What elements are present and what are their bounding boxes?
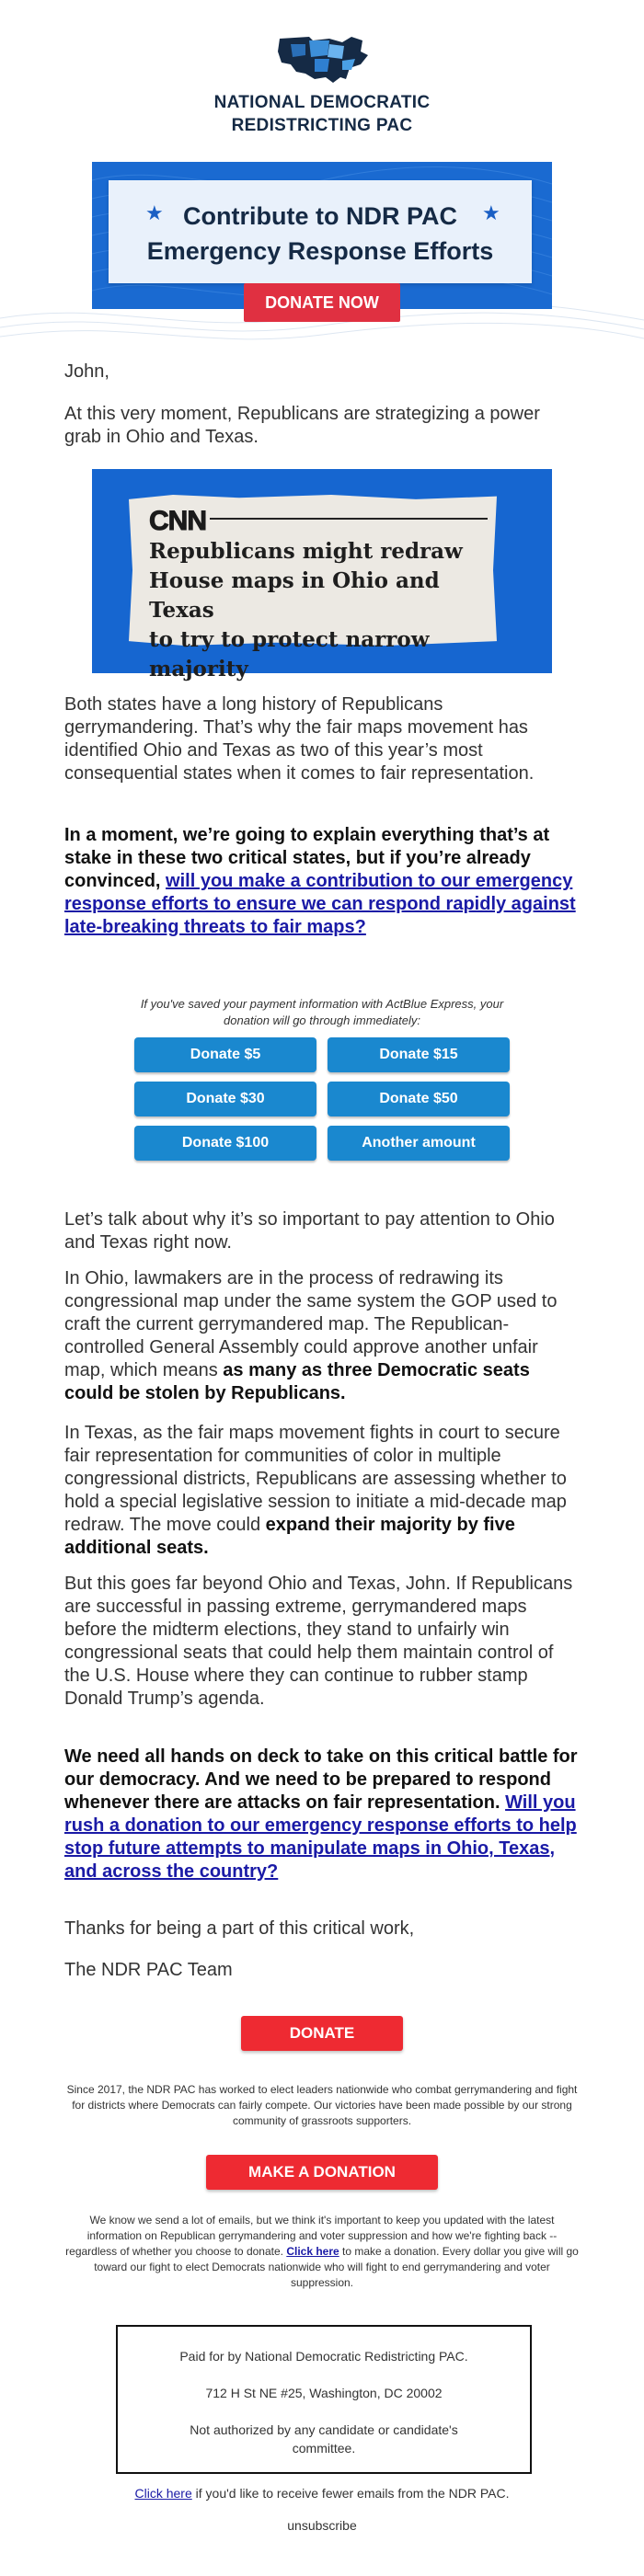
cta-bold-text: In a moment, we’re going to explain everything that’s at stake in these two critical states, but if you’re already convinced, [64, 825, 550, 891]
org-name-line2: REDISTRICTING PAC [231, 116, 413, 135]
donate-button[interactable]: DONATE [241, 2016, 403, 2051]
cnn-headline-line2: House maps in Ohio and Texas [149, 568, 440, 623]
intro-paragraph: At this very moment, Republicans are strategizing a power grab in Ohio and Texas. [64, 404, 540, 447]
cnn-headline-line3: to try to protect narrow majority [149, 627, 430, 681]
greeting: John, [64, 361, 109, 382]
address-text: 712 H St NE #25, Washington, DC 20002 [205, 2386, 443, 2400]
donate-100-button[interactable]: Donate $100 [134, 1126, 316, 1161]
rush-donation-link[interactable]: Will you rush a donation to our emergency response efforts to help stop future attempts to manipulate maps in Ohio, Texas, and across the country? [64, 1792, 577, 1882]
org-name [0, 91, 644, 137]
ohio-bold-text: as many as three Democratic seats could be stolen by Republicans. [64, 1360, 530, 1403]
ohio-paragraph [64, 1267, 580, 1405]
fewer-emails-line [0, 2486, 644, 2501]
donate-50-button[interactable]: Donate $50 [328, 1082, 510, 1116]
legal-disclaimer-box [116, 2325, 532, 2474]
signoff: The NDR PAC Team [64, 1960, 233, 1980]
cnn-headline-line1: Republicans might redraw [149, 539, 463, 564]
donate-15-button[interactable]: Donate $15 [328, 1037, 510, 1072]
fewer-emails-link[interactable]: Click here [134, 2486, 192, 2501]
hero-title [109, 199, 532, 269]
hero-title-line2: Emergency Response Efforts [146, 237, 494, 265]
texas-text: In Texas, as the fair maps movement fights in court to secure fair representation for communities of color in multiple congressional districts, Republicans are assessing whether to hold a special legislative session to initiate a mid-decade map redraw. The move could [64, 1423, 567, 1535]
cnn-logo: CNN [149, 506, 206, 536]
disclaimer-line2: committee. [292, 2441, 356, 2456]
about-text: Since 2017, the NDR PAC has worked to elect leaders nationwide who combat gerrymandering and fight for districts where Democrats can fairly compete. Our victories have been made possible by our strong community of grassroots supporters. [66, 2083, 578, 2127]
divider [210, 518, 488, 520]
ohio-text: In Ohio, lawmakers are in the process of redrawing its congressional map under the same system the GOP used to craft the current gerrymandered map. The Republican-controlled General Assembly could approve another unfair map, which means [64, 1268, 558, 1380]
actblue-note: If you've saved your payment information with ActBlue Express, your donation will go through immediately: [140, 997, 504, 1027]
beyond-paragraph: But this goes far beyond Ohio and Texas, John. If Republicans are successful in passing extreme, gerrymandered maps before the midterm elections, they stand to unfairly win congressional seats that could help them maintain control of the U.S. House where they can continue to rubber stamp Donald Trump’s agenda. [64, 1574, 573, 1709]
email-note-text-end: to make a donation. Every dollar you give will go toward our fight to elect Democrats nationwide who will fight to end gerrymandering and voter suppression. [94, 2245, 579, 2289]
hero-banner [0, 162, 644, 346]
paid-for-text: Paid for by National Democratic Redistricting PAC. [179, 2349, 468, 2364]
texas-paragraph [64, 1422, 580, 1560]
why-paragraph: Let’s talk about why it’s so important to pay attention to Ohio and Texas right now. [64, 1209, 555, 1253]
email-frequency-note [64, 2213, 580, 2291]
hero-title-line1: Contribute to NDR PAC [183, 202, 457, 230]
disclaimer-line1: Not authorized by any candidate or candidate's [190, 2422, 458, 2437]
cnn-headline [149, 537, 489, 684]
donate-now-button[interactable]: DONATE NOW [244, 283, 400, 322]
star-icon: ★ [482, 202, 500, 225]
donate-30-button[interactable]: Donate $30 [134, 1082, 316, 1116]
call-to-action-paragraph [64, 824, 580, 939]
donate-5-button[interactable]: Donate $5 [134, 1037, 316, 1072]
history-paragraph: Both states have a long history of Republicans gerrymandering. That’s why the fair maps movement has identified Ohio and Texas as two of this year’s most consequential states when it comes to fair representation. [64, 694, 535, 784]
star-icon: ★ [145, 202, 164, 225]
contribution-link[interactable]: will you make a contribution to our emergency response efforts to ensure we can respond rapidly against late-breaking threats to fair maps? [64, 871, 576, 937]
unsubscribe-link[interactable]: unsubscribe [287, 2518, 357, 2533]
us-map-logo-icon [272, 31, 374, 86]
donate-other-amount-button[interactable]: Another amount [328, 1126, 510, 1161]
thanks-paragraph: Thanks for being a part of this critical work, [64, 1918, 415, 1939]
urgent-bold-text: We need all hands on deck to take on this critical battle for our democracy. And we need to be prepared to respond whenever there are attacks on fair representation. [64, 1746, 578, 1813]
urgent-paragraph [64, 1746, 580, 1883]
email-note-text: We know we send a lot of emails, but we think it's important to keep you updated with the latest information on Republican gerrymandering and voter suppression and how we're fighting back -- regardless of whether you choose to donate. [65, 2214, 558, 2258]
make-donation-button[interactable]: MAKE A DONATION [206, 2155, 438, 2190]
texas-bold-text: expand their majority by five additional seats. [64, 1515, 515, 1558]
fewer-emails-text: if you'd like to receive fewer emails from the NDR PAC. [191, 2486, 510, 2501]
donate-click-here-link[interactable]: Click here [286, 2245, 339, 2258]
org-name-line1: NATIONAL DEMOCRATIC [213, 93, 431, 112]
